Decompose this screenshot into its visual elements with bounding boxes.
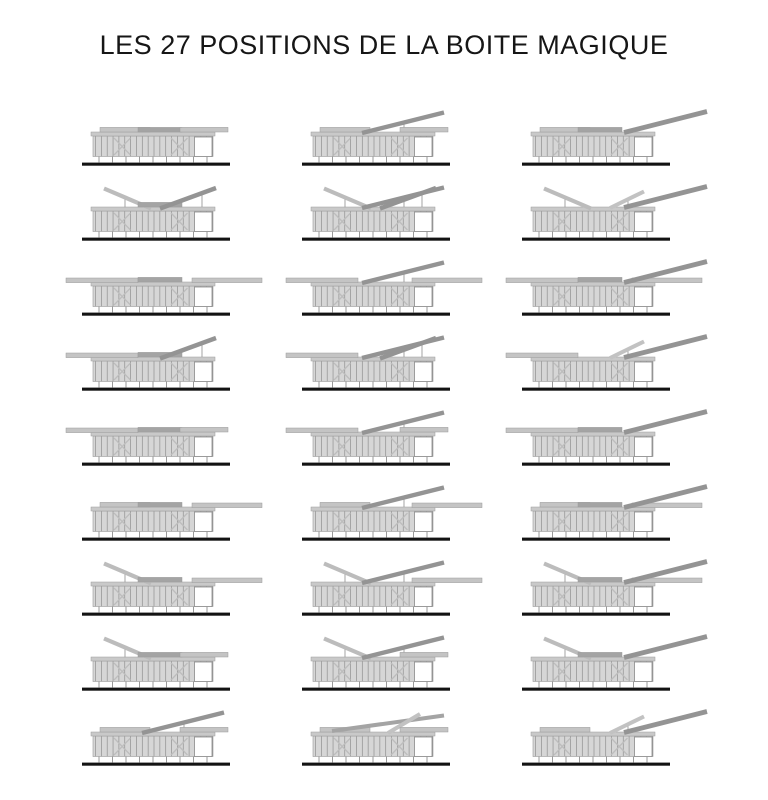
roof-base-slab (91, 132, 215, 136)
right-roof-panel-slid (192, 278, 262, 283)
annex-box (635, 137, 653, 157)
annex-box (195, 362, 213, 382)
annex-box (195, 662, 213, 682)
ground-line (522, 613, 670, 616)
elevation-drawing (494, 253, 714, 328)
elevation-drawing (54, 178, 274, 253)
annex-box (415, 512, 433, 532)
position-diagram-r2c3 (494, 178, 714, 253)
position-diagram-r8c3 (494, 628, 714, 703)
elevation-drawing (274, 328, 494, 403)
ground-line (522, 538, 670, 541)
annex-box (195, 137, 213, 157)
position-diagram-r1c2 (274, 103, 494, 178)
ground-line (522, 313, 670, 316)
right-roof-panel-flat (180, 727, 228, 732)
ground-line (302, 388, 450, 391)
annex-box (415, 662, 433, 682)
roof-base-slab (311, 207, 435, 211)
ground-line (82, 238, 230, 241)
position-diagram-r2c2 (274, 178, 494, 253)
position-diagram-r8c1 (54, 628, 274, 703)
right-roof-panel-flat (400, 727, 448, 732)
roof-base-slab (311, 132, 435, 136)
roof-base-slab (531, 732, 655, 736)
annex-box (635, 287, 653, 307)
roof-base-slab (91, 657, 215, 661)
elevation-drawing (274, 553, 494, 628)
left-roof-panel-slid (286, 353, 358, 358)
right-roof-panel-tilted (380, 188, 436, 209)
right-roof-panel-tilted (160, 338, 216, 359)
ground-line (302, 613, 450, 616)
elevation-drawing (274, 103, 494, 178)
left-roof-panel-slid (66, 278, 138, 283)
elevation-drawing (54, 103, 274, 178)
left-roof-panel-slid (286, 428, 358, 433)
right-roof-panel-tilted-out (624, 112, 707, 133)
elevation-drawing (274, 703, 494, 778)
ground-line (82, 763, 230, 766)
ground-line (522, 688, 670, 691)
ground-line (522, 763, 670, 766)
annex-box (195, 287, 213, 307)
elevation-drawing (274, 628, 494, 703)
annex-box (635, 662, 653, 682)
right-roof-panel-slid (412, 278, 482, 283)
position-diagram-r6c1 (54, 478, 274, 553)
mid-roof-panel-flat (578, 652, 622, 657)
annex-box (415, 587, 433, 607)
position-diagram-r9c3 (494, 703, 714, 778)
annex-box (415, 437, 433, 457)
annex-box (415, 287, 433, 307)
right-roof-panel-slid (192, 503, 262, 508)
left-roof-panel-slid (506, 278, 578, 283)
mid-roof-panel-flat (138, 277, 182, 282)
elevation-drawing (274, 403, 494, 478)
ground-line (82, 688, 230, 691)
left-roof-panel-slid (506, 428, 578, 433)
elevation-drawing (494, 103, 714, 178)
mid-roof-panel-flat (138, 652, 182, 657)
position-diagram-r6c2 (274, 478, 494, 553)
mid-roof-panel-flat (578, 427, 622, 432)
position-diagram-r6c3 (494, 478, 714, 553)
right-roof-panel-slid (192, 578, 262, 583)
annex-box (195, 587, 213, 607)
right-roof-panel-tilted (380, 338, 436, 359)
elevation-drawing (54, 553, 274, 628)
position-diagram-r4c1 (54, 328, 274, 403)
right-roof-panel-tilted-out (624, 412, 707, 433)
roof-base-slab (531, 207, 655, 211)
ground-line (302, 688, 450, 691)
annex-box (195, 737, 213, 757)
position-diagram-r3c3 (494, 253, 714, 328)
annex-box (195, 437, 213, 457)
position-diagram-r7c3 (494, 553, 714, 628)
elevation-drawing (494, 478, 714, 553)
position-diagram-r3c2 (274, 253, 494, 328)
position-diagram-r9c2 (274, 703, 494, 778)
page-title: LES 27 POSITIONS DE LA BOITE MAGIQUE (99, 30, 669, 60)
position-diagram-r2c1 (54, 178, 274, 253)
annex-box (635, 212, 653, 232)
annex-box (635, 437, 653, 457)
right-roof-panel-flat (180, 652, 228, 657)
right-roof-panel-flat (400, 127, 448, 132)
ground-line (522, 163, 670, 166)
elevation-drawing (494, 178, 714, 253)
ground-line (82, 463, 230, 466)
mid-roof-panel-flat (138, 577, 182, 582)
position-diagram-r8c2 (274, 628, 494, 703)
ground-line (522, 238, 670, 241)
mid-roof-panel-flat (138, 127, 182, 132)
annex-box (195, 512, 213, 532)
position-diagram-r5c1 (54, 403, 274, 478)
ground-line (302, 763, 450, 766)
left-roof-panel-slid (66, 353, 138, 358)
left-roof-panel-tilted (544, 189, 591, 209)
mid-roof-panel-flat (578, 127, 622, 132)
ground-line (302, 163, 450, 166)
right-roof-panel-slid (412, 578, 482, 583)
ground-line (82, 313, 230, 316)
annex-box (635, 512, 653, 532)
left-roof-panel-slid (286, 278, 358, 283)
roof-base-slab (531, 657, 655, 661)
right-roof-panel-slid (412, 503, 482, 508)
left-roof-panel-flat (540, 727, 590, 732)
annex-box (195, 212, 213, 232)
ground-line (522, 388, 670, 391)
annex-box (635, 362, 653, 382)
roof-base-slab (91, 732, 215, 736)
ground-line (302, 313, 450, 316)
position-diagram-r1c1 (54, 103, 274, 178)
position-diagram-r9c1 (54, 703, 274, 778)
elevation-drawing (274, 178, 494, 253)
mid-roof-panel-flat (138, 427, 182, 432)
left-roof-panel-slid (506, 353, 578, 358)
elevation-drawing (274, 253, 494, 328)
elevation-drawing (494, 703, 714, 778)
right-roof-panel-flat (180, 427, 228, 432)
annex-box (415, 362, 433, 382)
elevation-drawing (494, 328, 714, 403)
roof-base-slab (531, 132, 655, 136)
right-roof-panel-flat (400, 427, 448, 432)
ground-line (82, 388, 230, 391)
roof-base-slab (91, 207, 215, 211)
right-roof-panel-flat (180, 127, 228, 132)
position-diagram-r1c3 (494, 103, 714, 178)
elevation-drawing (54, 628, 274, 703)
position-diagram-r7c2 (274, 553, 494, 628)
left-roof-panel-slid (66, 428, 138, 433)
elevation-drawing (54, 403, 274, 478)
elevation-drawing (54, 478, 274, 553)
elevation-drawing (494, 553, 714, 628)
ground-line (522, 463, 670, 466)
ground-line (302, 238, 450, 241)
mid-roof-panel-flat (578, 577, 622, 582)
annex-box (415, 737, 433, 757)
ground-line (302, 463, 450, 466)
position-diagram-r5c3 (494, 403, 714, 478)
annex-box (635, 737, 653, 757)
position-diagram-r7c1 (54, 553, 274, 628)
roof-base-slab (311, 732, 435, 736)
position-diagram-r4c3 (494, 328, 714, 403)
roof-base-slab (311, 657, 435, 661)
elevation-drawing (494, 628, 714, 703)
positions-grid (54, 103, 714, 778)
right-roof-panel-flat (400, 652, 448, 657)
annex-box (415, 137, 433, 157)
mid-roof-panel-flat (578, 502, 622, 507)
elevation-drawing (54, 703, 274, 778)
annex-box (635, 587, 653, 607)
elevation-drawing (494, 403, 714, 478)
position-diagram-r4c2 (274, 328, 494, 403)
elevation-drawing (54, 328, 274, 403)
mid-roof-panel-flat (138, 502, 182, 507)
elevation-drawing (274, 478, 494, 553)
position-diagram-r5c2 (274, 403, 494, 478)
ground-line (82, 613, 230, 616)
elevation-drawing (54, 253, 274, 328)
right-roof-panel-tilted (160, 188, 216, 209)
annex-box (415, 212, 433, 232)
ground-line (82, 538, 230, 541)
ground-line (82, 163, 230, 166)
right-roof-panel-tilted-out (624, 637, 707, 658)
position-diagram-r3c1 (54, 253, 274, 328)
ground-line (302, 538, 450, 541)
mid-roof-panel-flat (578, 277, 622, 282)
